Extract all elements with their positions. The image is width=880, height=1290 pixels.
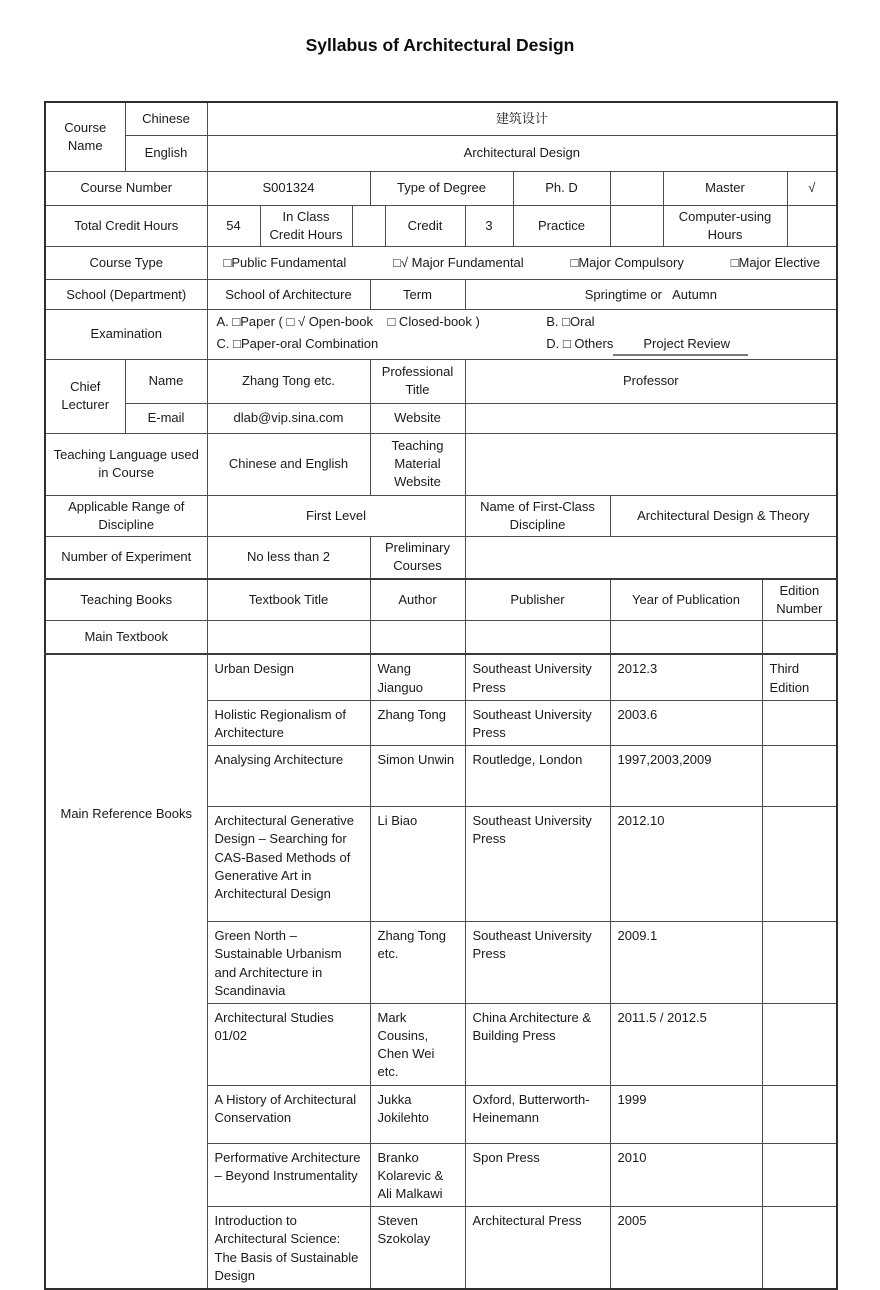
- book-publisher: Southeast University Press: [465, 654, 610, 700]
- english-value: Architectural Design: [207, 136, 837, 172]
- book-year: 2010: [610, 1143, 762, 1207]
- main-textbook-edition: [762, 620, 837, 654]
- teaching-material-website-label: Teaching Material Website: [370, 433, 465, 495]
- practice-value: [610, 206, 663, 247]
- book-year: 2009.1: [610, 922, 762, 1004]
- number-of-experiment-value: No less than 2: [207, 537, 370, 579]
- main-textbook-publisher: [465, 620, 610, 654]
- book-publisher: China Architecture & Building Press: [465, 1003, 610, 1085]
- book-publisher: Southeast University Press: [465, 807, 610, 922]
- exam-option-a: A. □Paper ( □ √ Open-book □ Closed-book ): [216, 314, 480, 330]
- book-title: Introduction to Architectural Science: The Basis of Sustainable Design: [207, 1207, 370, 1289]
- school-label: School (Department): [45, 280, 207, 310]
- book-author: Jukka Jokilehto: [370, 1085, 465, 1143]
- book-edition: [762, 1085, 837, 1143]
- book-author: Mark Cousins, Chen Wei etc.: [370, 1003, 465, 1085]
- course-type-option-major-fundamental: □√ Major Fundamental: [393, 255, 524, 271]
- book-author: Branko Kolarevic & Ali Malkawi: [370, 1143, 465, 1207]
- course-number-label: Course Number: [45, 172, 207, 206]
- book-author: Wang Jianguo: [370, 654, 465, 700]
- book-year: 1999: [610, 1085, 762, 1143]
- book-title: Architectural Generative Design – Searching for CAS-Based Methods of Generative Art in Architectural Design: [207, 807, 370, 922]
- main-textbook-title: [207, 620, 370, 654]
- professional-title-value: Professor: [465, 359, 837, 403]
- in-class-credit-hours-label: In Class Credit Hours: [260, 206, 352, 247]
- syllabus-table: [44, 101, 838, 1290]
- book-edition: [762, 1003, 837, 1085]
- term-value: Springtime or Autumn: [465, 280, 837, 310]
- teaching-books-label: Teaching Books: [45, 579, 207, 621]
- phd-label: Ph. D: [513, 172, 610, 206]
- course-type-option-public: □Public Fundamental: [223, 255, 347, 271]
- book-author: Zhang Tong: [370, 700, 465, 745]
- name-value: Zhang Tong etc.: [207, 359, 370, 403]
- exam-option-b: B. □Oral: [546, 314, 595, 330]
- credit-label: Credit: [385, 206, 465, 247]
- book-edition: [762, 922, 837, 1004]
- email-label: E-mail: [125, 403, 207, 433]
- master-check-cell: √: [787, 172, 837, 206]
- applicable-range-label: Applicable Range of Discipline: [45, 495, 207, 536]
- book-edition: [762, 700, 837, 745]
- course-name-label: Course Name: [45, 102, 125, 172]
- book-author: Li Biao: [370, 807, 465, 922]
- phd-check-cell: [610, 172, 663, 206]
- book-publisher: Oxford, Butterworth-Heinemann: [465, 1085, 610, 1143]
- book-year: 2003.6: [610, 700, 762, 745]
- name-label: Name: [125, 359, 207, 403]
- applicable-range-value: First Level: [207, 495, 465, 536]
- chinese-value: 建筑设计: [207, 102, 837, 136]
- main-reference-books-label: Main Reference Books: [45, 654, 207, 1289]
- book-title: Green North – Sustainable Urbanism and Architecture in Scandinavia: [207, 922, 370, 1004]
- course-type-option-major-elective: □Major Elective: [730, 255, 821, 271]
- book-edition: [762, 1143, 837, 1207]
- column-edition: Edition Number: [762, 579, 837, 621]
- exam-others-label: D. □ Others: [546, 335, 614, 351]
- preliminary-courses-value: [465, 537, 837, 579]
- page-title: Syllabus of Architectural Design: [305, 35, 575, 55]
- book-edition: [762, 807, 837, 922]
- book-title: Architectural Studies 01/02: [207, 1003, 370, 1085]
- book-year: 2005: [610, 1207, 762, 1289]
- chief-lecturer-label: Chief Lecturer: [45, 359, 125, 433]
- professional-title-label: Professional Title: [370, 359, 465, 403]
- preliminary-courses-label: Preliminary Courses: [370, 537, 465, 579]
- teaching-language-label: Teaching Language used in Course: [45, 433, 207, 495]
- computer-hours-label: Computer-using Hours: [663, 206, 787, 247]
- examination-options: [207, 310, 837, 359]
- column-publisher: Publisher: [465, 579, 610, 621]
- exam-option-c: C. □Paper-oral Combination: [216, 335, 379, 351]
- book-title: Holistic Regionalism of Architecture: [207, 700, 370, 745]
- book-year: 2012.10: [610, 807, 762, 922]
- term-label: Term: [370, 280, 465, 310]
- course-type-options: [207, 247, 837, 280]
- total-credit-hours-value: 54: [207, 206, 260, 247]
- exam-option-d: [546, 335, 827, 356]
- book-edition: [762, 746, 837, 807]
- type-of-degree-label: Type of Degree: [370, 172, 513, 206]
- book-year: 2011.5 / 2012.5: [610, 1003, 762, 1085]
- chinese-label: Chinese: [125, 102, 207, 136]
- first-class-discipline-value: Architectural Design & Theory: [610, 495, 837, 536]
- book-title: Performative Architecture – Beyond Instrumentality: [207, 1143, 370, 1207]
- book-author: Steven Szokolay: [370, 1207, 465, 1289]
- book-title: Urban Design: [207, 654, 370, 700]
- email-value: dlab@vip.sina.com: [207, 403, 370, 433]
- master-label: Master: [663, 172, 787, 206]
- book-author: Zhang Tong etc.: [370, 922, 465, 1004]
- book-title: A History of Architectural Conservation: [207, 1085, 370, 1143]
- book-publisher: Spon Press: [465, 1143, 610, 1207]
- total-credit-hours-label: Total Credit Hours: [45, 206, 207, 247]
- book-publisher: Architectural Press: [465, 1207, 610, 1289]
- exam-others-underline-value: Project Review: [613, 335, 748, 356]
- website-label: Website: [370, 403, 465, 433]
- school-value: School of Architecture: [207, 280, 370, 310]
- course-number-value: S001324: [207, 172, 370, 206]
- column-textbook-title: Textbook Title: [207, 579, 370, 621]
- main-textbook-author: [370, 620, 465, 654]
- website-value: [465, 403, 837, 433]
- teaching-language-value: Chinese and English: [207, 433, 370, 495]
- main-textbook-label: Main Textbook: [45, 620, 207, 654]
- number-of-experiment-label: Number of Experiment: [45, 537, 207, 579]
- book-edition: Third Edition: [762, 654, 837, 700]
- course-type-label: Course Type: [45, 247, 207, 280]
- book-edition: [762, 1207, 837, 1289]
- credit-value: 3: [465, 206, 513, 247]
- book-row: [45, 654, 837, 700]
- book-year: 1997,2003,2009: [610, 746, 762, 807]
- book-publisher: Southeast University Press: [465, 922, 610, 1004]
- book-year: 2012.3: [610, 654, 762, 700]
- course-type-option-major-compulsory: □Major Compulsory: [570, 255, 684, 271]
- document-page: [0, 33, 880, 1290]
- teaching-material-website-value: [465, 433, 837, 495]
- book-author: Simon Unwin: [370, 746, 465, 807]
- column-year: Year of Publication: [610, 579, 762, 621]
- book-publisher: Routledge, London: [465, 746, 610, 807]
- english-label: English: [125, 136, 207, 172]
- in-class-credit-hours-value: [352, 206, 385, 247]
- book-title: Analysing Architecture: [207, 746, 370, 807]
- first-class-discipline-label: Name of First-Class Discipline: [465, 495, 610, 536]
- main-textbook-year: [610, 620, 762, 654]
- examination-label: Examination: [45, 310, 207, 359]
- practice-label: Practice: [513, 206, 610, 247]
- computer-hours-value: [787, 206, 837, 247]
- column-author: Author: [370, 579, 465, 621]
- book-publisher: Southeast University Press: [465, 700, 610, 745]
